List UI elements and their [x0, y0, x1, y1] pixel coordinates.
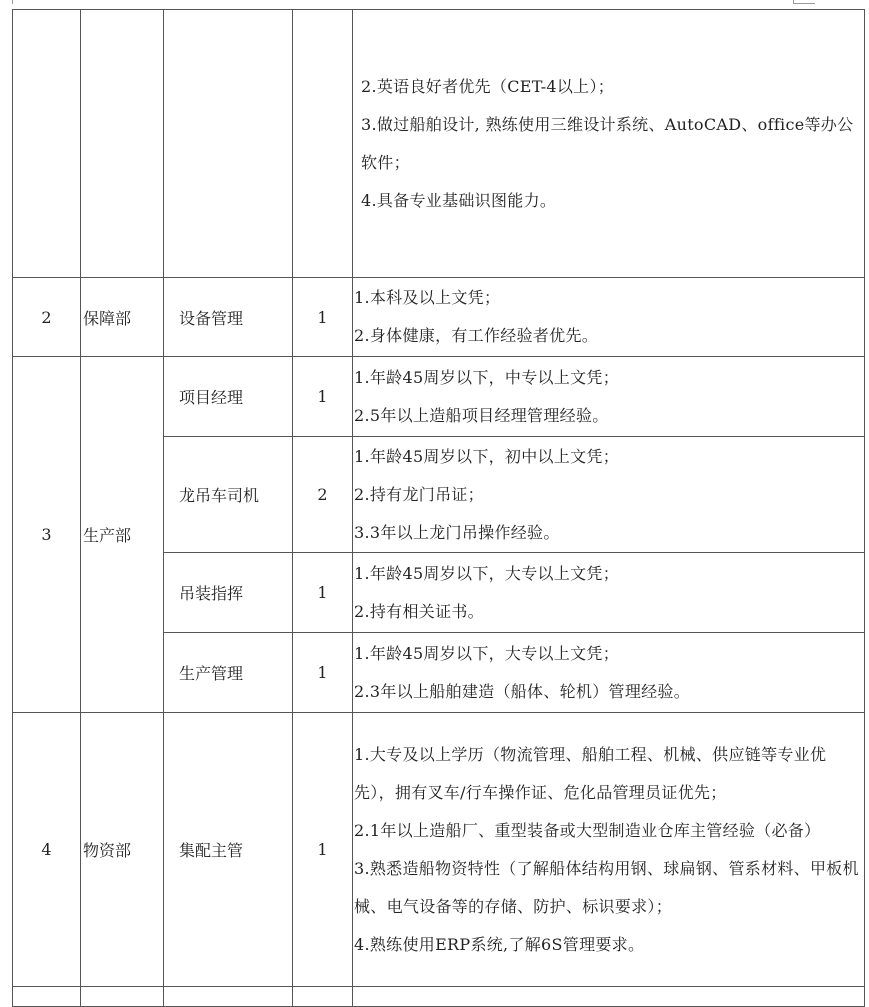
requirement-line: 1.年龄45周岁以下，中专以上文凭；	[354, 367, 620, 387]
headcount-cell: 1	[293, 553, 353, 633]
headcount-cell: 1	[293, 633, 353, 713]
empty-cell	[164, 987, 293, 1007]
requirement-line: 2.英语良好者优先（CET-4以上）；	[361, 76, 615, 96]
headcount-cell: 1	[293, 357, 353, 437]
requirement-line: 2.身体健康，有工作经验者优先。	[354, 326, 599, 345]
headcount-cell	[293, 10, 353, 278]
requirements-cell	[353, 633, 865, 713]
empty-cell	[13, 987, 81, 1007]
empty-cell	[353, 987, 865, 1007]
requirement-line: 1.大专及以上学历（物流管理、船舶工程、机械、供应链等专业优先），拥有叉车/行车操作证、危化品管理员证优先；	[354, 744, 827, 802]
department-cell	[81, 10, 164, 278]
requirement-line: 1.年龄45周岁以下，初中以上文凭；	[354, 446, 620, 466]
requirement-line: 4.具备专业基础识图能力。	[361, 190, 557, 210]
requirement-line: 4.熟练使用ERP系统,了解6S管理要求。	[354, 934, 645, 954]
table-row	[13, 713, 865, 987]
row-number	[13, 10, 81, 278]
row-number: 4	[13, 713, 81, 987]
requirements-cell	[353, 437, 865, 553]
row-number: 3	[13, 357, 81, 713]
table-row	[13, 357, 865, 437]
page-corner-mark	[12, 0, 13, 4]
position-cell: 龙吊车司机	[164, 437, 293, 553]
position-cell: 生产管理	[164, 633, 293, 713]
headcount-cell: 1	[293, 713, 353, 987]
requirement-line: 2.3年以上船舶建造（船体、轮机）管理经验。	[354, 681, 691, 701]
page-corner-mark	[793, 3, 815, 4]
position-cell: 吊装指挥	[164, 553, 293, 633]
table-row	[13, 278, 865, 357]
department-cell: 生产部	[81, 357, 164, 713]
requirement-line: 2.持有相关证书。	[354, 601, 484, 621]
requirement-line: 3.熟悉造船物资特性（了解船体结构用钢、球扁钢、管系材料、甲板机械、电气设备等的存储、防护、标识要求）；	[354, 858, 859, 916]
department-cell: 保障部	[81, 278, 164, 357]
requirement-line: 2.持有龙门吊证；	[354, 484, 484, 504]
empty-cell	[81, 987, 164, 1007]
requirements-cell	[353, 713, 865, 987]
position-cell	[164, 10, 293, 278]
requirement-line: 1.本科及以上文凭；	[354, 288, 501, 307]
headcount-cell: 1	[293, 278, 353, 357]
position-cell: 集配主管	[164, 713, 293, 987]
requirements-cell	[353, 10, 865, 278]
requirement-line: 3.3年以上龙门吊操作经验。	[354, 522, 560, 542]
table-row	[13, 987, 865, 1007]
department-cell: 物资部	[81, 713, 164, 987]
requirement-line: 2.5年以上造船项目经理管理经验。	[354, 405, 609, 425]
requirements-cell	[353, 553, 865, 633]
requirements-cell	[353, 357, 865, 437]
row-number: 2	[13, 278, 81, 357]
requirement-line: 1.年龄45周岁以下，大专以上文凭；	[354, 563, 620, 583]
requirement-line: 1.年龄45周岁以下，大专以上文凭；	[354, 643, 620, 663]
headcount-cell: 2	[293, 437, 353, 553]
table-row	[13, 10, 865, 278]
requirement-line: 2.1年以上造船厂、重型装备或大型制造业仓库主管经验（必备）	[354, 820, 821, 840]
recruitment-table	[12, 9, 865, 1007]
requirements-cell	[353, 278, 865, 357]
position-cell: 设备管理	[164, 278, 293, 357]
requirement-line: 3.做过船舶设计, 熟练使用三维设计系统、AutoCAD、office等办公软件；	[361, 114, 854, 172]
position-cell: 项目经理	[164, 357, 293, 437]
empty-cell	[293, 987, 353, 1007]
